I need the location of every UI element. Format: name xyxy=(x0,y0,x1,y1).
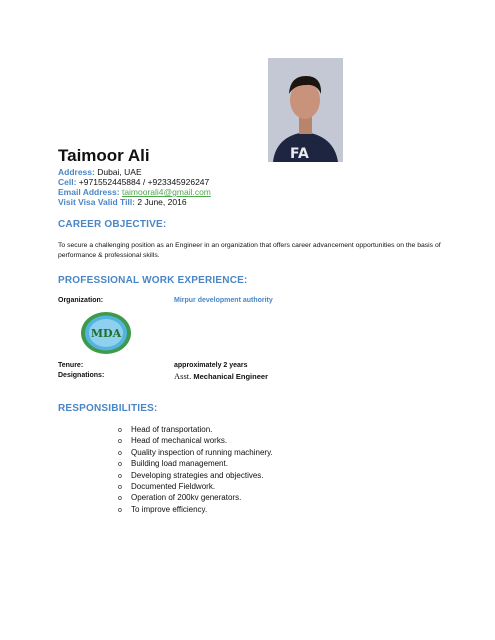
tenure-value: approximately 2 years xyxy=(174,362,248,369)
list-item: o Head of transportation. xyxy=(118,425,273,436)
organization-logo xyxy=(80,311,132,355)
bullet-marker: o xyxy=(118,484,122,492)
tenure-label: Tenure: xyxy=(58,362,84,369)
visa-line xyxy=(58,197,187,207)
profile-photo xyxy=(268,58,343,162)
logo-text: MDA xyxy=(90,327,122,340)
list-item: o Head of mechanical works. xyxy=(118,436,273,447)
list-item: o Quality inspection of running machinery. xyxy=(118,448,273,459)
organization-value: Mirpur development authority xyxy=(174,297,273,304)
responsibilities-heading: RESPONSIBILITIES: xyxy=(58,403,158,414)
responsibilities-list xyxy=(118,425,273,516)
visa-label: Visit Visa Valid Till: xyxy=(58,197,136,207)
career-objective-text: To secure a challenging position as an Engineer in an organization that offers career advancement opportunities on the basis of performance & professional skills. xyxy=(58,242,441,259)
designation-label: Designations: xyxy=(58,372,105,379)
designation-prefix: Asst. xyxy=(174,371,192,381)
designation-value xyxy=(174,371,268,381)
bullet-marker: o xyxy=(118,449,122,457)
designation-title: Mechanical Engineer xyxy=(193,372,268,381)
address-value: Dubai, UAE xyxy=(97,167,142,177)
organization-label: Organization: xyxy=(58,297,104,304)
address-label: Address: xyxy=(58,167,95,177)
list-item: o Developing strategies and objectives. xyxy=(118,471,273,482)
list-item: o Building load management. xyxy=(118,459,273,470)
bullet-marker: o xyxy=(118,506,122,514)
cell-line xyxy=(58,177,209,187)
bullet-marker: o xyxy=(118,438,122,446)
email-label: Email Address: xyxy=(58,187,120,197)
address-line xyxy=(58,167,142,177)
email-line xyxy=(58,187,211,197)
svg-text:FA: FA xyxy=(290,146,309,162)
experience-heading: PROFESSIONAL WORK EXPERIENCE: xyxy=(58,275,248,286)
list-item: o Operation of 200kv generators. xyxy=(118,493,273,504)
bullet-marker: o xyxy=(118,472,122,480)
email-link[interactable]: taimoorali4@gmail.com xyxy=(121,187,211,197)
career-objective-heading: CAREER OBJECTIVE: xyxy=(58,219,167,230)
visa-value: 2 June, 2016 xyxy=(137,197,187,207)
cell-label: Cell: xyxy=(58,177,77,187)
bullet-marker: o xyxy=(118,427,122,434)
bullet-marker: o xyxy=(118,461,122,469)
cell-value: +971552445884 / +923345926247 xyxy=(78,177,210,187)
candidate-name: Taimoor Ali xyxy=(58,146,150,165)
list-item: o Documented Fieldwork. xyxy=(118,482,273,493)
list-item: o To improve efficiency. xyxy=(118,505,273,516)
bullet-marker: o xyxy=(118,495,122,503)
